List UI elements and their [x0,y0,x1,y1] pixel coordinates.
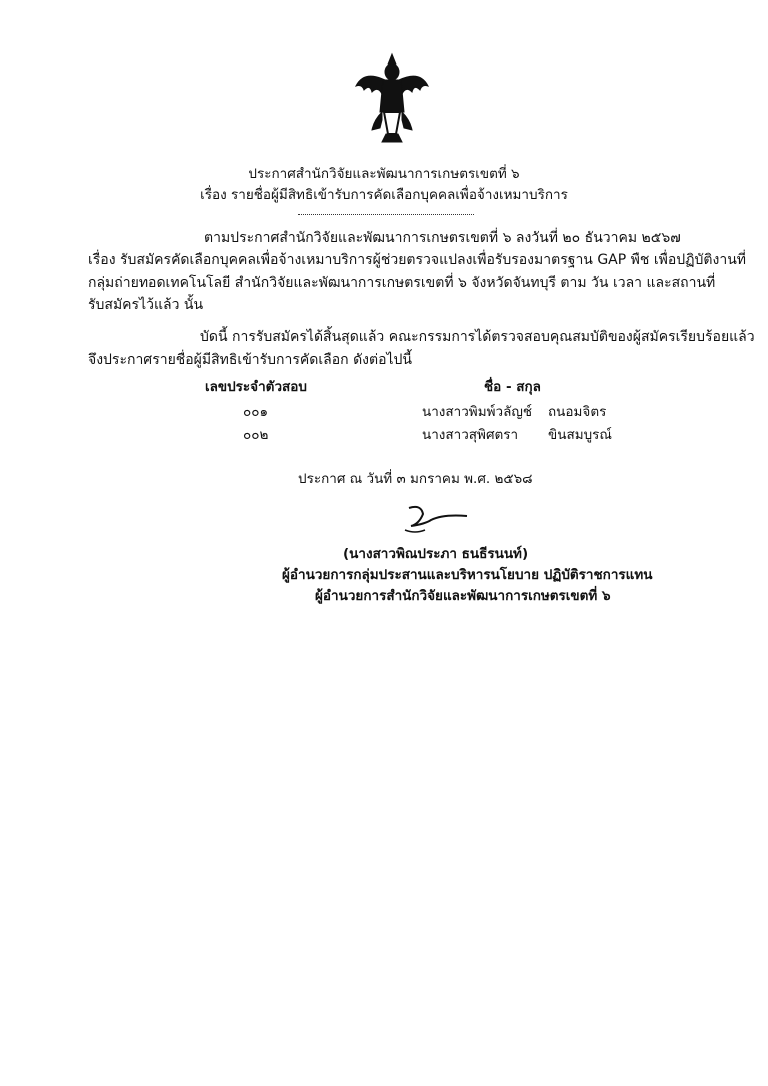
body-line-6: จึงประกาศรายชื่อผู้มีสิทธิเข้ารับการคัดเลือก ดังต่อไปนี้ [88,352,412,368]
body-line-3: กลุ่มถ่ายทอดเทคโนโลยี สำนักวิจัยและพัฒนาการเกษตรเขตที่ ๖ จังหวัดจันทบุรี ตาม วัน เวลา และสถานที่ [88,275,716,291]
candidate-last-name: ถนอมจิตร [548,404,607,420]
candidate-last-name: ขินสมบูรณ์ [548,427,612,443]
body-line-4: รับสมัครไว้แล้ว นั้น [88,297,204,313]
candidate-id: ๐๐๒ [243,427,269,443]
body-line-1: ตามประกาศสำนักวิจัยและพัฒนาการเกษตรเขตที่ ๖ ลงวันที่ ๒๐ ธันวาคม ๒๕๖๗ [204,230,681,246]
signatory-name: (นางสาวพิณประภา ธนธีรนนท์) [343,546,529,562]
column-header-exam-id: เลขประจำตัวสอบ [205,379,307,395]
column-header-name: ชื่อ - สกุล [484,379,541,395]
body-line-2: เรื่อง รับสมัครคัดเลือกบุคคลเพื่อจ้างเหมาบริการผู้ช่วยตรวจแปลงเพื่อรับรองมาตรฐาน GAP พืช เพื่อปฏิบัติงานที่ [88,252,747,268]
announcement-subject: เรื่อง รายชื่อผู้มีสิทธิเข้ารับการคัดเลือกบุคคลเพื่อจ้างเหมาบริการ [200,187,568,203]
dotted-divider [298,214,474,215]
announcement-title: ประกาศสำนักวิจัยและพัฒนาการเกษตรเขตที่ ๖ [248,166,520,182]
body-line-5: บัดนี้ การรับสมัครได้สิ้นสุดแล้ว คณะกรรมการได้ตรวจสอบคุณสมบัติของผู้สมัครเรียบร้อยแล้ว [200,329,755,345]
candidate-id: ๐๐๑ [243,404,269,420]
candidate-first-name: นางสาวพิมพ์วลัญช์ [422,404,533,420]
handwritten-signature-icon [395,500,475,540]
signatory-position: ผู้อำนวยการกลุ่มประสานและบริหารนโยบาย ปฏิบัติราชการแทน [282,567,653,583]
signatory-acting-for: ผู้อำนวยการสำนักวิจัยและพัฒนาการเกษตรเขตที่ ๖ [315,588,611,604]
garuda-emblem-icon [352,50,432,144]
candidate-first-name: นางสาวสุพิศตรา [422,427,519,443]
announcement-date: ประกาศ ณ วันที่ ๓ มกราคม พ.ศ. ๒๕๖๘ [298,471,533,487]
